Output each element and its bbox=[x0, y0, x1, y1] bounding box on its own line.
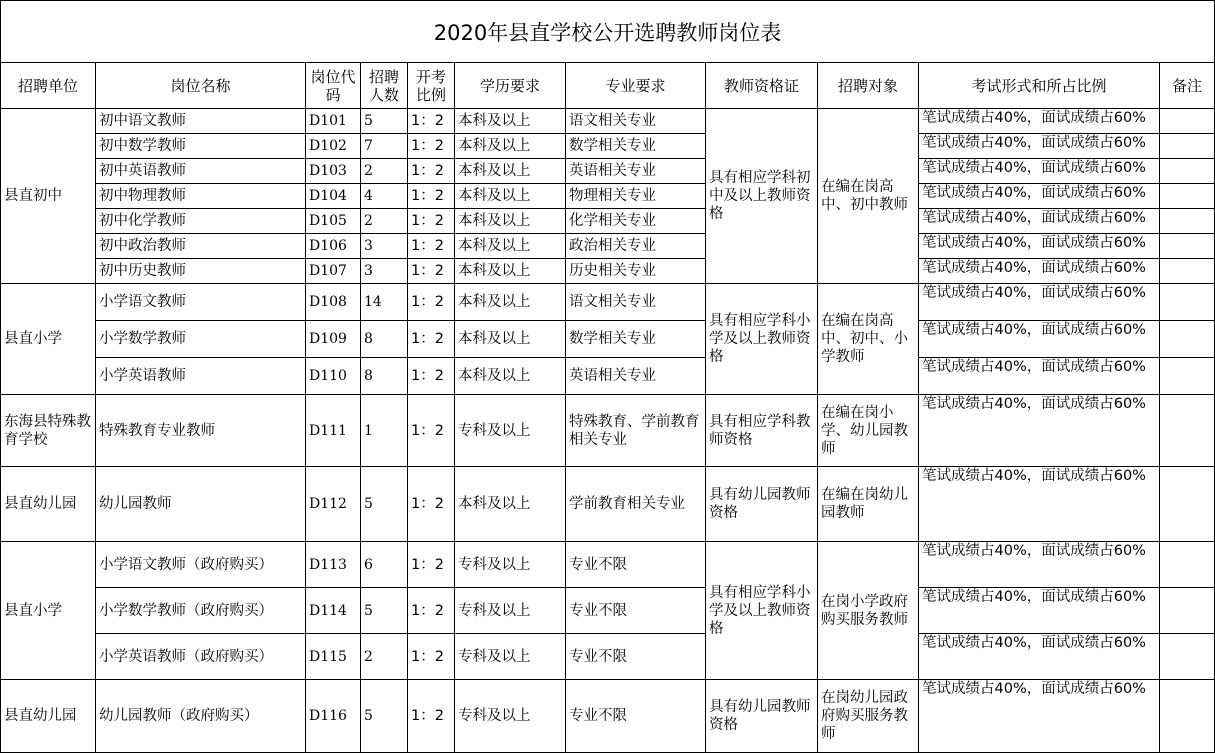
exam-cell bbox=[919, 542, 1160, 588]
unit-cell: 县直小学 bbox=[1, 284, 96, 395]
exam-text: 笔试成绩占40%，面试成绩占60% bbox=[922, 110, 1146, 126]
position-cell: 小学英语教师（政府购买） bbox=[96, 634, 306, 680]
target-cell: 在岗幼儿园政府购买服务教师 bbox=[818, 680, 919, 753]
code-cell: D101 bbox=[306, 109, 361, 134]
header-education: 学历要求 bbox=[455, 63, 566, 109]
code-cell: D104 bbox=[306, 184, 361, 209]
exam-cell bbox=[919, 134, 1160, 159]
table-row bbox=[1, 284, 1215, 321]
education-cell: 本科及以上 bbox=[455, 467, 566, 542]
count-cell: 5 bbox=[361, 588, 408, 634]
header-ratio: 开考比例 bbox=[408, 63, 455, 109]
ratio-cell: 1：2 bbox=[408, 209, 455, 234]
code-cell: D109 bbox=[306, 321, 361, 358]
exam-cell bbox=[919, 284, 1160, 321]
code-cell: D114 bbox=[306, 588, 361, 634]
major-cell: 专业不限 bbox=[566, 542, 706, 588]
major-cell: 物理相关专业 bbox=[566, 184, 706, 209]
ratio-cell: 1：2 bbox=[408, 358, 455, 395]
major-cell: 语文相关专业 bbox=[566, 284, 706, 321]
count-cell: 14 bbox=[361, 284, 408, 321]
education-cell: 本科及以上 bbox=[455, 184, 566, 209]
note-cell bbox=[1160, 321, 1215, 358]
code-cell: D106 bbox=[306, 234, 361, 259]
ratio-cell: 1：2 bbox=[408, 234, 455, 259]
exam-text: 笔试成绩占40%，面试成绩占60% bbox=[922, 235, 1146, 251]
major-cell: 学前教育相关专业 bbox=[566, 467, 706, 542]
exam-text: 笔试成绩占40%，面试成绩占60% bbox=[922, 160, 1146, 176]
major-cell: 英语相关专业 bbox=[566, 358, 706, 395]
education-cell: 本科及以上 bbox=[455, 159, 566, 184]
note-cell bbox=[1160, 467, 1215, 542]
major-cell: 特殊教育、学前教育相关专业 bbox=[566, 395, 706, 467]
note-cell bbox=[1160, 542, 1215, 588]
education-cell: 本科及以上 bbox=[455, 234, 566, 259]
ratio-cell: 1：2 bbox=[408, 259, 455, 284]
header-major: 专业要求 bbox=[566, 63, 706, 109]
code-cell: D111 bbox=[306, 395, 361, 467]
header-cert: 教师资格证 bbox=[706, 63, 818, 109]
count-cell: 1 bbox=[361, 395, 408, 467]
code-cell: D103 bbox=[306, 159, 361, 184]
major-cell: 数学相关专业 bbox=[566, 134, 706, 159]
note-cell bbox=[1160, 358, 1215, 395]
exam-cell bbox=[919, 358, 1160, 395]
header-row bbox=[1, 63, 1215, 109]
exam-cell bbox=[919, 588, 1160, 634]
table-row bbox=[1, 134, 1215, 159]
header-note: 备注 bbox=[1160, 63, 1215, 109]
note-cell bbox=[1160, 680, 1215, 753]
table-row bbox=[1, 159, 1215, 184]
education-cell: 专科及以上 bbox=[455, 395, 566, 467]
unit-cell: 县直初中 bbox=[1, 109, 96, 284]
exam-text: 笔试成绩占40%，面试成绩占60% bbox=[922, 543, 1146, 559]
ratio-cell: 1：2 bbox=[408, 134, 455, 159]
exam-text: 笔试成绩占40%，面试成绩占60% bbox=[922, 260, 1146, 276]
position-cell: 小学数学教师 bbox=[96, 321, 306, 358]
major-cell: 化学相关专业 bbox=[566, 209, 706, 234]
note-cell bbox=[1160, 634, 1215, 680]
count-cell: 6 bbox=[361, 542, 408, 588]
count-cell: 4 bbox=[361, 184, 408, 209]
count-cell: 2 bbox=[361, 159, 408, 184]
position-cell: 初中数学教师 bbox=[96, 134, 306, 159]
cert-cell: 具有幼儿园教师资格 bbox=[706, 680, 818, 753]
count-cell: 7 bbox=[361, 134, 408, 159]
note-cell bbox=[1160, 209, 1215, 234]
table-row bbox=[1, 395, 1215, 467]
count-cell: 8 bbox=[361, 321, 408, 358]
sheet-title: 2020年县直学校公开选聘教师岗位表 bbox=[0, 0, 1215, 63]
header-code: 岗位代码 bbox=[306, 63, 361, 109]
table-row bbox=[1, 209, 1215, 234]
code-cell: D115 bbox=[306, 634, 361, 680]
exam-text: 笔试成绩占40%，面试成绩占60% bbox=[922, 322, 1146, 338]
count-cell: 5 bbox=[361, 467, 408, 542]
major-cell: 历史相关专业 bbox=[566, 259, 706, 284]
exam-cell bbox=[919, 321, 1160, 358]
education-cell: 本科及以上 bbox=[455, 358, 566, 395]
ratio-cell: 1：2 bbox=[408, 395, 455, 467]
count-cell: 8 bbox=[361, 358, 408, 395]
cert-cell: 具有相应学科教师资格 bbox=[706, 395, 818, 467]
ratio-cell: 1：2 bbox=[408, 542, 455, 588]
target-cell: 在编在岗高中、初中、小学教师 bbox=[818, 284, 919, 395]
count-cell: 5 bbox=[361, 680, 408, 753]
position-cell: 初中历史教师 bbox=[96, 259, 306, 284]
target-cell: 在编在岗高中、初中教师 bbox=[818, 109, 919, 284]
header-unit: 招聘单位 bbox=[1, 63, 96, 109]
unit-cell: 县直幼儿园 bbox=[1, 467, 96, 542]
education-cell: 本科及以上 bbox=[455, 134, 566, 159]
count-cell: 2 bbox=[361, 634, 408, 680]
education-cell: 专科及以上 bbox=[455, 542, 566, 588]
education-cell: 专科及以上 bbox=[455, 680, 566, 753]
exam-text: 笔试成绩占40%，面试成绩占60% bbox=[922, 589, 1146, 605]
ratio-cell: 1：2 bbox=[408, 680, 455, 753]
positions-table bbox=[0, 62, 1215, 753]
code-cell: D110 bbox=[306, 358, 361, 395]
table-row bbox=[1, 234, 1215, 259]
cert-cell: 具有相应学科小学及以上教师资格 bbox=[706, 542, 818, 680]
table-row bbox=[1, 109, 1215, 134]
education-cell: 本科及以上 bbox=[455, 259, 566, 284]
code-cell: D102 bbox=[306, 134, 361, 159]
major-cell: 专业不限 bbox=[566, 588, 706, 634]
exam-text: 笔试成绩占40%，面试成绩占60% bbox=[922, 359, 1146, 375]
ratio-cell: 1：2 bbox=[408, 159, 455, 184]
major-cell: 数学相关专业 bbox=[566, 321, 706, 358]
exam-text: 笔试成绩占40%，面试成绩占60% bbox=[922, 396, 1146, 412]
table-row bbox=[1, 358, 1215, 395]
exam-cell bbox=[919, 259, 1160, 284]
code-cell: D107 bbox=[306, 259, 361, 284]
code-cell: D112 bbox=[306, 467, 361, 542]
table-row bbox=[1, 259, 1215, 284]
exam-cell bbox=[919, 467, 1160, 542]
exam-cell bbox=[919, 234, 1160, 259]
major-cell: 英语相关专业 bbox=[566, 159, 706, 184]
cert-cell: 具有幼儿园教师资格 bbox=[706, 467, 818, 542]
count-cell: 2 bbox=[361, 209, 408, 234]
header-target: 招聘对象 bbox=[818, 63, 919, 109]
ratio-cell: 1：2 bbox=[408, 588, 455, 634]
note-cell bbox=[1160, 184, 1215, 209]
code-cell: D105 bbox=[306, 209, 361, 234]
target-cell: 在编在岗小学、幼儿园教师 bbox=[818, 395, 919, 467]
exam-text: 笔试成绩占40%，面试成绩占60% bbox=[922, 681, 1146, 697]
exam-cell bbox=[919, 184, 1160, 209]
position-cell: 小学语文教师 bbox=[96, 284, 306, 321]
position-cell: 初中英语教师 bbox=[96, 159, 306, 184]
unit-cell: 县直幼儿园 bbox=[1, 680, 96, 753]
education-cell: 本科及以上 bbox=[455, 109, 566, 134]
ratio-cell: 1：2 bbox=[408, 467, 455, 542]
education-cell: 本科及以上 bbox=[455, 209, 566, 234]
education-cell: 专科及以上 bbox=[455, 588, 566, 634]
position-cell: 初中化学教师 bbox=[96, 209, 306, 234]
exam-text: 笔试成绩占40%，面试成绩占60% bbox=[922, 210, 1146, 226]
code-cell: D113 bbox=[306, 542, 361, 588]
position-cell: 初中政治教师 bbox=[96, 234, 306, 259]
cert-cell: 具有相应学科小学及以上教师资格 bbox=[706, 284, 818, 395]
ratio-cell: 1：2 bbox=[408, 321, 455, 358]
note-cell bbox=[1160, 259, 1215, 284]
position-cell: 初中语文教师 bbox=[96, 109, 306, 134]
exam-cell bbox=[919, 395, 1160, 467]
cert-cell: 具有相应学科初中及以上教师资格 bbox=[706, 109, 818, 284]
exam-cell bbox=[919, 634, 1160, 680]
count-cell: 5 bbox=[361, 109, 408, 134]
note-cell bbox=[1160, 395, 1215, 467]
major-cell: 专业不限 bbox=[566, 680, 706, 753]
target-cell: 在岗小学政府购买服务教师 bbox=[818, 542, 919, 680]
exam-cell bbox=[919, 680, 1160, 753]
exam-cell bbox=[919, 209, 1160, 234]
note-cell bbox=[1160, 159, 1215, 184]
education-cell: 本科及以上 bbox=[455, 321, 566, 358]
exam-text: 笔试成绩占40%，面试成绩占60% bbox=[922, 468, 1146, 484]
position-cell: 小学数学教师（政府购买） bbox=[96, 588, 306, 634]
exam-cell bbox=[919, 109, 1160, 134]
header-count: 招聘人数 bbox=[361, 63, 408, 109]
exam-text: 笔试成绩占40%，面试成绩占60% bbox=[922, 135, 1146, 151]
major-cell: 政治相关专业 bbox=[566, 234, 706, 259]
unit-cell: 县直小学 bbox=[1, 542, 96, 680]
major-cell: 专业不限 bbox=[566, 634, 706, 680]
table-row bbox=[1, 634, 1215, 680]
count-cell: 3 bbox=[361, 259, 408, 284]
position-cell: 幼儿园教师 bbox=[96, 467, 306, 542]
note-cell bbox=[1160, 234, 1215, 259]
exam-text: 笔试成绩占40%，面试成绩占60% bbox=[922, 635, 1146, 651]
ratio-cell: 1：2 bbox=[408, 184, 455, 209]
note-cell bbox=[1160, 134, 1215, 159]
unit-cell: 东海县特殊教育学校 bbox=[1, 395, 96, 467]
education-cell: 专科及以上 bbox=[455, 634, 566, 680]
table-row bbox=[1, 588, 1215, 634]
position-cell: 幼儿园教师（政府购买） bbox=[96, 680, 306, 753]
ratio-cell: 1：2 bbox=[408, 109, 455, 134]
table-row bbox=[1, 184, 1215, 209]
code-cell: D108 bbox=[306, 284, 361, 321]
table-row bbox=[1, 467, 1215, 542]
position-cell: 小学语文教师（政府购买） bbox=[96, 542, 306, 588]
header-exam: 考试形式和所占比例 bbox=[919, 63, 1160, 109]
note-cell bbox=[1160, 588, 1215, 634]
major-cell: 语文相关专业 bbox=[566, 109, 706, 134]
target-cell: 在编在岗幼儿园教师 bbox=[818, 467, 919, 542]
exam-cell bbox=[919, 159, 1160, 184]
position-cell: 初中物理教师 bbox=[96, 184, 306, 209]
note-cell bbox=[1160, 284, 1215, 321]
exam-text: 笔试成绩占40%，面试成绩占60% bbox=[922, 185, 1146, 201]
education-cell: 本科及以上 bbox=[455, 284, 566, 321]
exam-text: 笔试成绩占40%，面试成绩占60% bbox=[922, 285, 1146, 301]
table-row bbox=[1, 542, 1215, 588]
position-cell: 特殊教育专业教师 bbox=[96, 395, 306, 467]
position-cell: 小学英语教师 bbox=[96, 358, 306, 395]
ratio-cell: 1：2 bbox=[408, 634, 455, 680]
note-cell bbox=[1160, 109, 1215, 134]
table-row bbox=[1, 321, 1215, 358]
table-row bbox=[1, 680, 1215, 753]
ratio-cell: 1：2 bbox=[408, 284, 455, 321]
header-position: 岗位名称 bbox=[96, 63, 306, 109]
count-cell: 3 bbox=[361, 234, 408, 259]
code-cell: D116 bbox=[306, 680, 361, 753]
